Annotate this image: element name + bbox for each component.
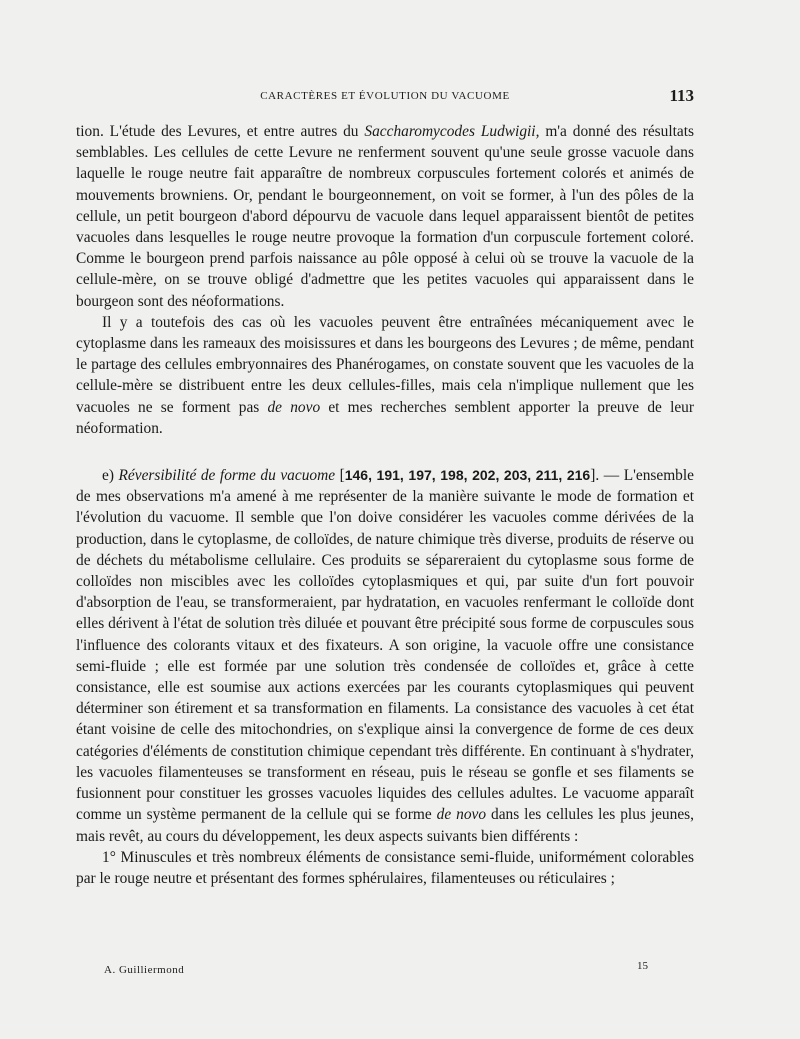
page-header [76,86,694,110]
list-item [76,847,694,889]
running-head: CARACTÈRES ET ÉVOLUTION DU VACUOME [260,90,510,102]
paragraph [76,312,694,439]
latin-phrase: de novo [436,806,487,824]
text-run: dans les cellules les plus jeunes, mais revêt, au cours du développement, les deux aspects suivants bien différents : [76,806,694,845]
text-run: et mes recherches semblent apporter la preuve de leur néoformation. [76,398,694,437]
text-run: 1° Minuscules et très nombreux éléments de consistance semi-fluide, uniformément colorables par le rouge neutre et présentant des formes sphérulaires, filamenteuses ou réticulaires ; [76,848,694,887]
section-paragraph [76,465,694,847]
text-run: Il y a toutefois des cas où les vacuoles peuvent être entraînées mécaniquement avec le cytoplasme dans les rameaux des moisissures et dans les bourgeons des Levures ; de même, pendant le partage des cellules embryonnaires des Phanérogames, on constate souvent que les vacuoles de la cellule-mère se distribuent entre les deux cellules-filles, mais cela n'implique nullement que les vacuoles ne se forment pas [76,313,694,416]
section-heading: Réversibilité de forme du vacuome [118,467,336,485]
latin-phrase: de novo [267,398,321,416]
paragraph-continued [76,121,694,312]
text-run: tion. L'étude des Levures, et entre autres du [76,123,365,140]
signature-mark: 15 [637,960,648,972]
bracket-open: [ [335,467,345,485]
author-name: A. Guilliermond [104,964,185,976]
section-letter: e) [102,467,119,485]
references: 146, 191, 197, 198, 202, 203, 211, 216 [344,467,591,484]
page-body [76,121,694,889]
text-run: ]. — L'ensemble de mes observations m'a amené à me représenter de la manière suivante le mode de formation et l'évolution du vacuome. Il semble que l'on doive considérer les vacuoles comme dérivées de la production, dans le cytoplasme, de colloïdes, de nature chimique très diverse, produits de réserve ou de déchets du métabolisme cellulaire. Ces produits se sépareraient du cytoplasme sous forme de colloïdes non miscibles avec les colloïdes cytoplasmiques et qui, par suite d'un fort pouvoir d'absorption de l'eau, se transformeraient, par hydratation, en vacuoles renfermant le colloïde dont elles dérivent à l'état de solution très diluée et pouvant être précipité sous forme de corpuscules sous l'influence des colorants vitaux et des fixateurs. A son origine, la vacuole offre une consistance semi-fluide ; elle est formée par une solution très condensée de colloïdes et, grâce à cette consistance, elle est soumise aux actions exercées par les courants cytoplasmiques qui peuvent déterminer son étirement et sa transformation en filaments. La consistance des vacuoles à cet état étant voisine de celle des mitochondries, on s'explique ainsi la convergence de forme de ces deux catégories d'éléments de constitution chimique cependant très différente. En continuant à s'hydrater, les vacuoles filamenteuses se transforment en réseau, puis le réseau se gonfle et ses filaments se fusionnent pour constituer les grosses vacuoles liquides des cellules adultes. Le vacuome apparaît comme un système permanent de la cellule qui se forme [76,467,694,824]
species-name: Saccharomycodes Ludwigii, [364,123,540,140]
text-run: m'a donné des résultats semblables. Les cellules de cette Levure ne renferment souvent qu'une seule grosse vacuole dans laquelle le rouge neutre fait apparaître de nombreux corpuscules fortement colorés et animés de mouvements browniens. Or, pendant le bourgeonnement, on voit se former, à l'un des pôles de la cellule, un petit bourgeon d'abord dépourvu de vacuole dans lequel apparaissent bientôt de petites vacuoles dans lesquelles le rouge neutre provoque la formation d'un corpuscule fortement coloré. Comme le bourgeon prend parfois naissance au pôle opposé à celui où se trouve la vacuole de la cellule-mère, on se trouve obligé d'admettre que les petites vacuoles qui apparaissent dans le bourgeon sont des néoformations. [76,123,694,310]
page-number: 113 [669,86,694,105]
